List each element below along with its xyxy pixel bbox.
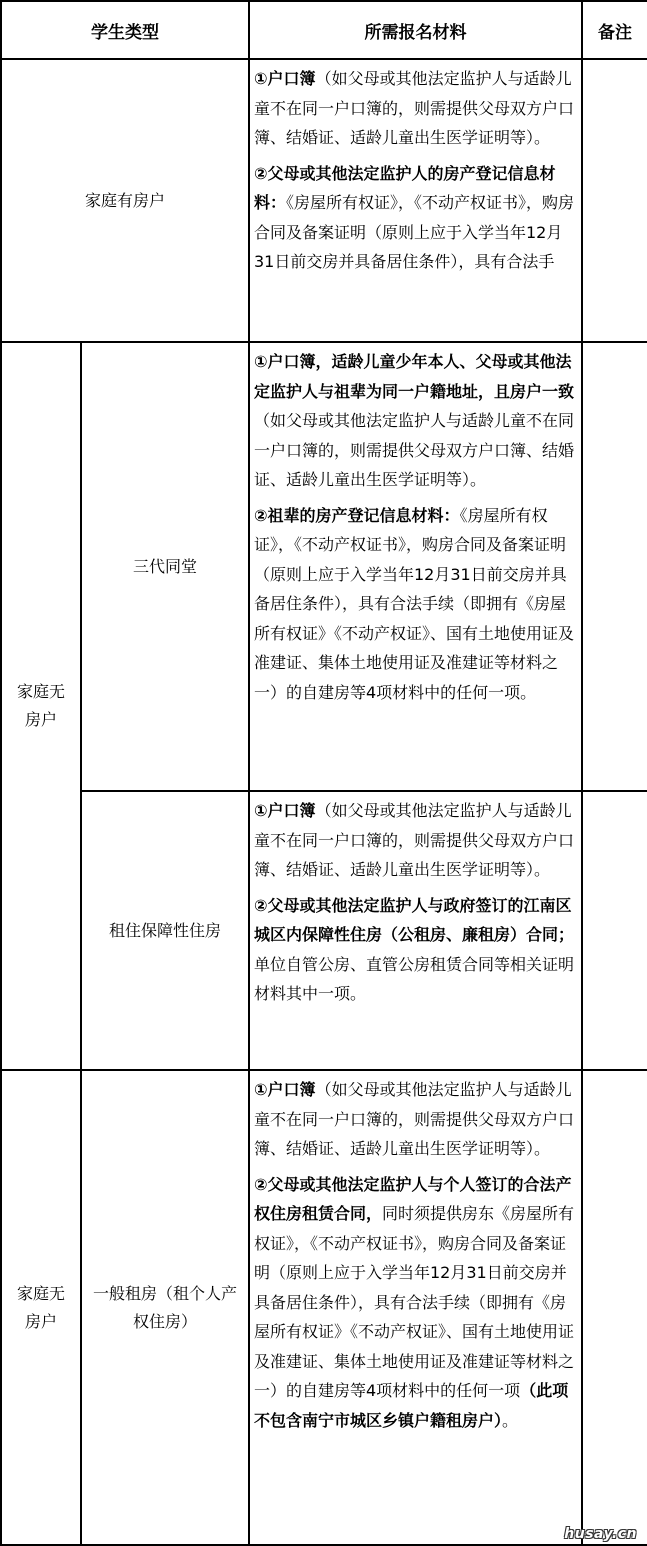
material-item-text: 《房屋所有权证》，《不动产权证书》，购房合同及备案证明（原则上应于入学当年12月31日前交房并具备居住条件），具有合法手 [254,193,575,271]
material-item-bold: ②父母或其他法定监护人与个人签订的合法产权住房租赁合同， [254,1174,572,1223]
remark-cell [582,1070,647,1545]
materials-cell [249,1070,582,1545]
material-item-bold: ②父母或其他法定监护人的房产登记信息材料： [254,163,556,212]
material-item [254,1075,575,1164]
header-remarks: 备注 [582,1,647,59]
material-item-bold: ②父母或其他法定监护人与政府签订的江南区城区内保障性住房（公租房、廉租房）合同； [254,895,575,944]
subtype-cell: 租住保障性住房 [81,791,249,1070]
material-item [254,501,575,708]
material-item-bold: ①户口簿 [254,801,316,820]
table-row [1,1070,647,1545]
material-item-tail: 。 [502,1410,519,1430]
materials-cell [249,791,582,1070]
materials-cell [249,59,582,342]
material-item [254,891,575,1009]
subtype-cell: 一般租房（租个人产权住房） [81,1070,249,1545]
material-item [254,347,575,495]
student-type-cell: 家庭有房户 [1,59,249,342]
material-item [254,1170,575,1436]
material-item-bold: ①户口簿，适龄儿童少年本人、父母或其他法定监护人与祖辈为同一户籍地址，且房户一致 [254,352,575,401]
material-item [254,64,575,153]
material-item-bold: ①户口簿 [254,69,316,88]
table-row [1,59,647,342]
remark-cell [582,342,647,791]
material-item-text: 同时须提供房东《房屋所有权证》，《不动产权证书》，购房合同及备案证明（原则上应于入学当年12月31日前交房并具备居住条件），具有合法手续（即拥有《房屋所有权证》《不动产权证》、国有土地使用证及准建证、集体土地使用证及准建证等材料之一）的自建房等4项材料中的任何一项 [254,1204,575,1400]
category-cell: 家庭无房户 [1,1070,81,1545]
material-item-bold: ①户口簿 [254,1080,316,1099]
material-item-text: 单位自管公房、直管公房租赁合同等相关证明材料其中一项。 [254,954,575,1003]
material-item [254,796,575,885]
watermark-logo: husay.cn [564,1526,637,1542]
remark-cell [582,791,647,1070]
category-cell: 家庭无房户 [1,342,81,1070]
material-item-bold: ②祖辈的房产登记信息材料： [254,505,460,525]
header-materials: 所需报名材料 [249,1,582,59]
header-student-type: 学生类型 [1,1,249,59]
material-item-text: 《房屋所有权证》，《不动产权证书》，购房合同及备案证明（原则上应于入学当年12月31日前交房并具备居住条件），具有合法手续（即拥有《房屋所有权证》《不动产权证》、国有土地使用证及准建证、集体土地使用证及准建证等材料之一）的自建房等4项材料中的任何一项。 [254,505,575,702]
material-item-text: （如父母或其他法定监护人与适龄儿童不在同一户口簿的，则需提供父母双方户口簿、结婚证、适龄儿童出生医学证明等）。 [254,411,575,489]
table-row [1,342,647,791]
subtype-cell: 三代同堂 [81,342,249,791]
material-item-bold-note: （此项不包含南宁市城区乡镇户籍租房户） [254,1381,569,1430]
material-item-text: （如父母或其他法定监护人与适龄儿童不在同一户口簿的，则需提供父母双方户口簿、结婚证、适龄儿童出生医学证明等）。 [254,69,575,147]
table-row [1,791,647,1070]
materials-cell [249,342,582,791]
table-header-row [1,1,647,59]
material-item [254,159,575,277]
material-item-text: （如父母或其他法定监护人与适龄儿童不在同一户口簿的，则需提供父母双方户口簿、结婚证、适龄儿童出生医学证明等）。 [254,1080,575,1158]
remark-cell [582,59,647,342]
material-item-text: （如父母或其他法定监护人与适龄儿童不在同一户口簿的，则需提供父母双方户口簿、结婚证、适龄儿童出生医学证明等）。 [254,801,575,879]
